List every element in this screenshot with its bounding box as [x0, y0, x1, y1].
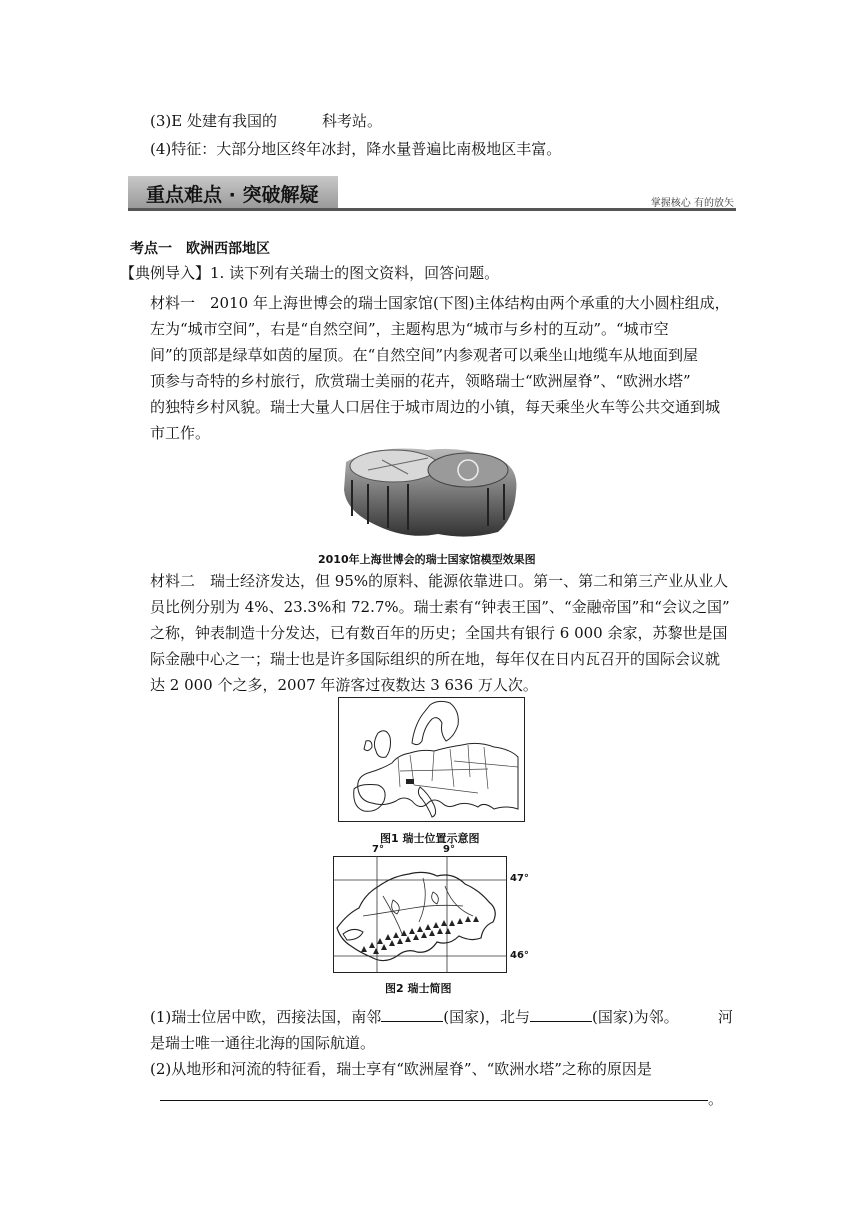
- answer-blank-south[interactable]: [381, 1007, 443, 1022]
- section-header: [128, 176, 736, 212]
- material-one-line: 材料一 2010 年上海世博会的瑞士国家馆(下图)主体结构由两个承重的大小圆柱组成，: [150, 294, 730, 312]
- section-slogan: 掌握核心 有的放矢: [650, 198, 734, 209]
- material-two-line: 材料二 瑞士经济发达，但 95%的原料、能源依靠进口。第一、第二和第三产业从业人: [150, 572, 729, 590]
- fig1-caption: 图1 瑞士位置示意图: [380, 832, 480, 845]
- question-2: (2)从地形和河流的特征看，瑞士享有“欧洲屋脊”、“欧洲水塔”之称的原因是: [150, 1060, 652, 1078]
- material-two-line: 之称，钟表制造十分发达，已有数百年的历史；全国共有银行 6 000 余家，苏黎世是国: [150, 624, 728, 642]
- material-one-line: 的独特乡村风貌。瑞士大量人口居住于城市周边的小镇，每天乘坐火车等公共交通到城: [150, 398, 721, 416]
- lon-label-7: 7°: [372, 844, 384, 855]
- section-title: 重点难点 · 突破解疑: [146, 184, 319, 206]
- question-2-end: 。: [708, 1090, 724, 1108]
- example-tag: 【典例导入】: [120, 264, 211, 282]
- example-intro: [120, 262, 499, 284]
- europe-map: [338, 697, 525, 822]
- answer-line-4: (4)特征：大部分地区终年冰封，降水量普遍比南极地区丰富。: [150, 140, 562, 158]
- switzerland-map: [333, 856, 507, 973]
- section-rule: [128, 208, 736, 211]
- material-one-line: 左为“城市空间”，右是“自然空间”，主题构思为“城市与乡村的互动”。“城市空: [150, 320, 669, 338]
- fig2-caption: 图2 瑞士简图: [385, 982, 452, 995]
- material-two-line: 达 2 000 个之多，2007 年游客过夜数达 3 636 万人次。: [150, 676, 538, 694]
- example-text: 1. 读下列有关瑞士的图文资料，回答问题。: [210, 264, 500, 282]
- material-one: [150, 290, 740, 446]
- lat-label-47: 47°: [510, 873, 529, 884]
- question-1-text-c: (国家)为邻。: [591, 1008, 679, 1026]
- question-1-text-a: (1)瑞士位居中欧，西接法国，南邻: [150, 1008, 382, 1026]
- answer-blank-north[interactable]: [530, 1007, 592, 1022]
- lat-label-46: 46°: [510, 950, 529, 961]
- answer-line-q2[interactable]: [160, 1100, 708, 1101]
- material-two-line: 际金融中心之一；瑞士也是许多国际组织的所在地，每年仅在日内瓦召开的国际会议就: [150, 650, 721, 668]
- material-two-line: 员比例分别为 4%、23.3%和 72.7%。瑞士素有“钟表王国”、“金融帝国”和“会议之国”: [150, 598, 730, 616]
- question-1-river: 河: [718, 1008, 734, 1026]
- question-1: [150, 1006, 679, 1028]
- photo-caption: 2010年上海世博会的瑞士国家馆模型效果图: [318, 553, 536, 566]
- material-one-line: 间”的顶部是绿草如茵的屋顶。在“自然空间”内参观者可以乘坐山地缆车从地面到屋: [150, 346, 699, 364]
- material-one-line: 市工作。: [150, 424, 211, 442]
- question-1-text-b: (国家)，北与: [443, 1008, 530, 1026]
- answer-line-3: (3)E 处建有我国的 科考站。: [150, 112, 382, 130]
- pavilion-photo: [338, 440, 524, 542]
- question-1-line2: 是瑞士唯一通往北海的国际航道。: [150, 1034, 376, 1052]
- material-two: [150, 568, 740, 698]
- topic-heading: 考点一 欧洲西部地区: [130, 241, 270, 257]
- material-one-line: 顶参与奇特的乡村旅行，欣赏瑞士美丽的花卉，领略瑞士“欧洲屋脊”、“欧洲水塔”: [150, 372, 691, 390]
- lon-label-9: 9°: [443, 844, 455, 855]
